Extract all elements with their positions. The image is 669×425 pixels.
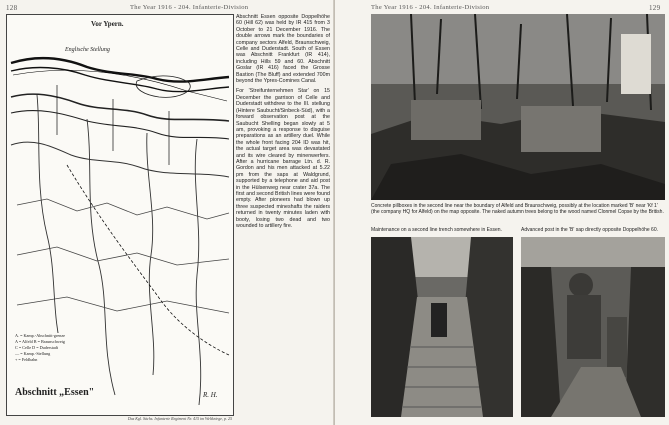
map-title: Vor Ypern. (91, 20, 124, 28)
pillbox-photo (371, 14, 665, 200)
right-page-number: 129 (649, 4, 661, 12)
legend-item-1: A. = Kamp.-Abschnitt-grenze (15, 333, 66, 338)
text-column (236, 14, 330, 233)
feldbahn-line (67, 165, 229, 355)
paragraph-2: For 'Streifunternehmen Star' on 15 December the garrison of Celle and Duderstadt withdrew to the III. stellung (Hintere Saubucht/Sinbeck-Süd), with a forward observation post at the Saubucht Shelling began slowly at 5 am, provoking a response to disguise preparations as an artillery duel. While the whole front facing 204 ID was hit, the actual target area was devastated and its wire cleared by minenwerfers. After a hurricane barrage Ltn. d. R. Gordon and his men attacked at 5.22 pm from the saps at Waldgrund, supported by a telephone and aid post in the Hülsenweg near crater 37a. The first and second British lines were found empty. After pioneers had blown up three suspected mineshafts the raiders returned in twenty minutes laden with booty, losing two dead and two wounded to artillery fire. (236, 88, 330, 229)
legend-item-5: + = Feldbahn (15, 357, 38, 362)
pillbox-photo-drawing (371, 14, 665, 200)
sector-boundaries (57, 85, 169, 165)
comm-trench-1 (37, 95, 63, 355)
map-source-note: Das Kgl. Sächs. Infanterie Regiment Nr. 415 im Weltkriege, p. 25 (127, 416, 232, 421)
legend-item-2: A = Alfeld B = Braunschweig (15, 339, 65, 344)
left-running-head: The Year 1916 - 204. Infanterie-Division (130, 4, 249, 11)
comm-trench-3 (147, 133, 154, 375)
map-signature: R. H. (203, 391, 218, 399)
left-page (0, 0, 334, 425)
comm-trench-4 (195, 139, 200, 405)
trench-caption: Maintenance on a second line trench somewhere in Essen. (371, 227, 502, 233)
trench-map (6, 14, 234, 416)
right-running-head: The Year 1916 - 204. Infanterie-Division (371, 4, 490, 11)
map-english-label: Englische Stellung (65, 47, 110, 53)
right-page (335, 0, 669, 425)
english-line (11, 58, 229, 82)
german-first-line (11, 94, 229, 121)
legend-item-4: — = Kamp.-Stellung (15, 351, 51, 356)
left-page-number: 128 (6, 4, 18, 12)
sap-caption: Advanced post in the 'B' sap directly opposite Doppelhöhe 60. (521, 227, 658, 233)
german-second-line (11, 111, 229, 139)
map-sector-label: Abschnitt „Essen" (15, 387, 95, 398)
sap-photo-drawing (521, 237, 665, 417)
sap-photo (521, 237, 665, 417)
paragraph-1: Abschnitt Essen opposite Doppelhöhe 60 (Hill 62) was held by IR 415 from 3 October to 21 December 1916. The double arrows mark the boundaries of company sectors Alfeld, Braunschweig, Celle and Duderstadt. South of Essen was Abschnitt Frankfurt (IR 414), including Hills 59 and 60. Abschnitt Goslar (IR 416) faced the Grosse Bastion (The Bluff) and extended 700m beyond the Ypres-Comines Canal. (236, 14, 330, 85)
pillbox-caption: Concrete pillboxes in the second line near the boundary of Alfeld and Braunschweig, possibly at the location marked 'B' near 'Kf 1' (the company HQ for Alfeld) on the map opposite. The naked autumn trees belong to the wood named Clonmel Copse by the British. (371, 203, 664, 215)
trench-photo-drawing (371, 237, 513, 417)
map-legend (15, 333, 91, 363)
trench-photo (371, 237, 513, 417)
legend-item-3: C = Celle D = Duderstadt (15, 345, 58, 350)
